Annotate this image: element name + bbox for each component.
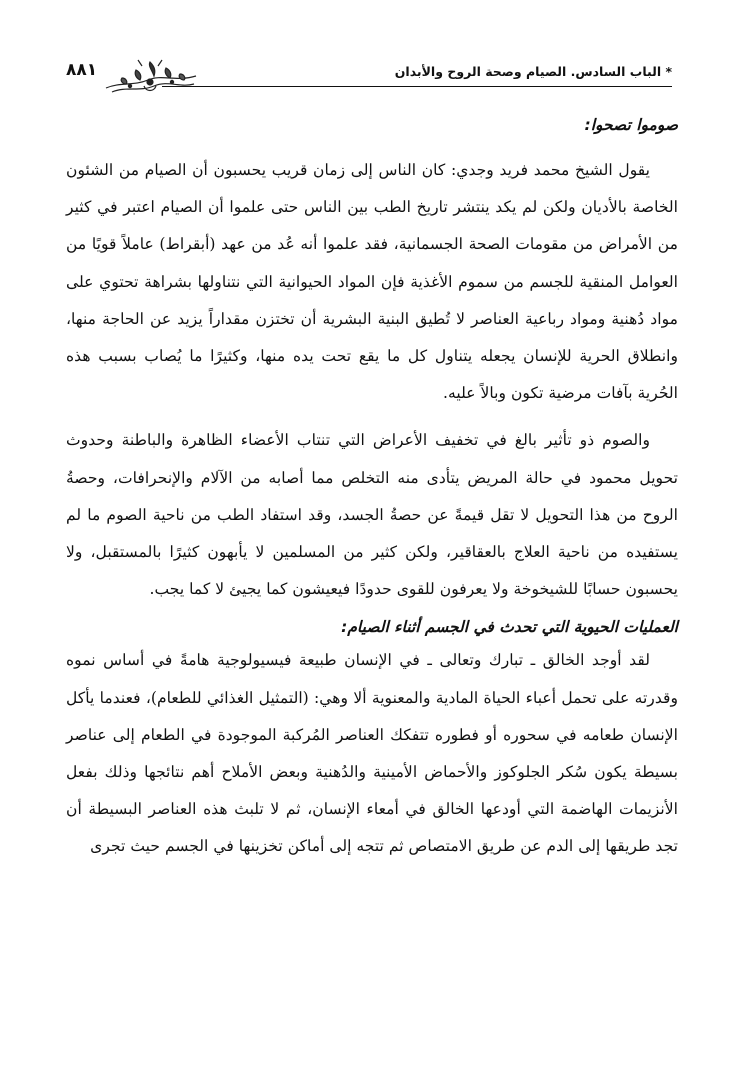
section-heading-vital-processes: العمليات الحيوية التي تحدث في الجسم أثناء الصيام: xyxy=(341,618,678,637)
section-heading-fasting-health: صوموا تصحوا: xyxy=(584,116,678,134)
paragraph: يقول الشيخ محمد فريد وجدي: كان الناس إلى زمان قريب يحسبون أن الصيام من الشئون الخاصة بالأديان ولكن لم يكد ينتشر تاريخ الطب بين الناس حتى علموا أن الصيام اعتبر في كثير من الأمراض من مقومات الصحة الجسمانية، فقد علموا أنه عُد من عهد (أبقراط) عاملاً قويًا من العوامل المنقية للجسم من سموم الأغذية فإن المواد الحيوانية التي نتناولها بشراهة تحتوي على مواد دُهنية ومواد رباعية العناصر لا تُطيق البنية البشرية أن تختزن مقداراً يزيد عن الحاجة منها، وانطلاق الحرية للإنسان يجعله يتناول كل ما يقع تحت يده منها، وكثيرًا ما يُصاب بسبب هذه الحُرية بآفات مرضية تكون وبالاً عليه. xyxy=(66,161,678,403)
header-divider xyxy=(162,86,672,87)
page-header xyxy=(66,56,672,96)
page-number: ٨٨١ xyxy=(66,60,98,80)
page-body xyxy=(66,112,678,866)
floral-ornament-icon xyxy=(100,56,200,100)
chapter-title: * الباب السادس. الصيام وصحة الروح والأبدان xyxy=(394,64,672,79)
paragraph: والصوم ذو تأثير بالغ في تخفيف الأعراض التي تنتاب الأعضاء الظاهرة والباطنة وحدوث تحويل محمود في حالة المريض يتأدى منه التخلص مما أصابه من الآلام والإنحرافات، وحصةُ الروح من هذا التحويل لا تقل قيمةً عن حصةُ الجسد، وقد استفاد الطب من ناحية الصوم ما لم يستفيده من ناحية العلاج بالعقاقير، ولكن كثير من المسلمين لا يأبهون كثيرًا بالمستقبل، ولا يحسبون حسابًا للشيخوخة ولا يعرفون للقوى حدودًا فيعيشون كما يجيئ لا كما يجب. xyxy=(66,431,678,599)
paragraph: لقد أوجد الخالق ـ تبارك وتعالى ـ في الإنسان طبيعة فيسيولوجية هامةً في أساس نموه وقدرته على تحمل أعباء الحياة المادية والمعنوية ألا وهي: (التمثيل الغذائي للطعام)، فعندما يأكل الإنسان طعامه في سحوره أو فطوره تتفكك العناصر المُركبة الموجودة في الطعام إلى عناصر بسيطة يكون سُكر الجلوكوز والأحماض الأمينية والدُهنية وبعض الأملاح أهم نتائجها وذلك بفعل الأنزيمات الهاضمة التي أودعها الخالق في أمعاء الإنسان، ثم لا تلبث هذه العناصر البسيطة أن تجد طريقها إلى الدم عن طريق الامتصاص ثم تتجه إلى أماكن تخزينها في الجسم حيث تجرى xyxy=(66,651,678,856)
